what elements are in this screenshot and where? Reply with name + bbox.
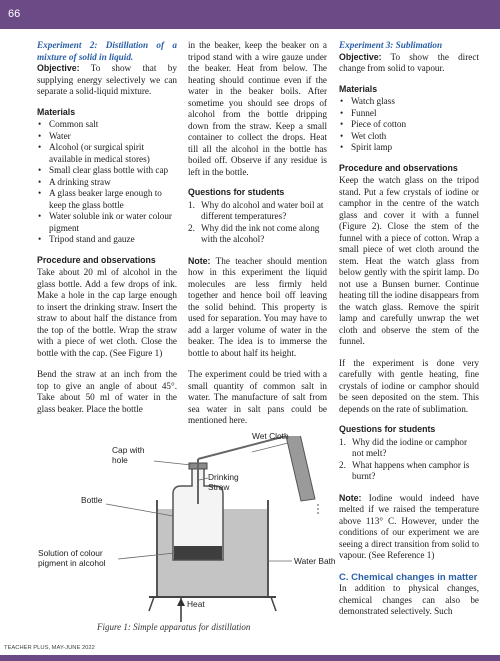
- distillation-apparatus-diagram: [36, 436, 338, 622]
- experiment-3-heading: Experiment 3: Sublimation: [339, 40, 443, 50]
- heat-label: Heat: [187, 599, 205, 609]
- list-item: • Water soluble ink or water colour pigment: [37, 211, 177, 234]
- list-item: • Common salt: [37, 119, 177, 131]
- cap-label: Cap with hole: [112, 445, 145, 465]
- tripod-leg: [271, 597, 276, 611]
- list-item: • Watch glass: [339, 96, 479, 108]
- list-item: • A drinking straw: [37, 177, 177, 189]
- tripod-leg: [149, 597, 154, 611]
- experiment-2-objective: Objective: To show that by supplying energy selectively we can separate a solid-liquid mixture.: [37, 63, 177, 96]
- heat-arrow-head: [177, 598, 185, 606]
- cap-leader: [154, 461, 191, 465]
- wet-cloth-label: Wet Cloth: [252, 431, 289, 441]
- page-footer-bar: [0, 655, 500, 661]
- procedure-paragraph: If the experiment is done very carefully with gentle heating, fine crystals of iodine or camphor should be seen deposited on the stem. This depends on the rate of sublimation.: [339, 357, 479, 414]
- figure-caption: Figure 1: Simple apparatus for distillation: [97, 622, 251, 632]
- materials-heading: Materials: [37, 106, 76, 117]
- materials-list: [37, 119, 177, 246]
- column-3: [339, 40, 479, 618]
- materials-list: [339, 96, 479, 154]
- list-item: 1. Why did the iodine or camphor not melt?: [339, 436, 468, 458]
- procedure-continued: in the beaker, keep the beaker on a tripod stand with a wire gauze under the beaker. Heat from below. The heating should continue even if the water in the beaker boils. After sometime you should see drops of alcohol from the bottle dripping down from the straw. Keep a small container to collect the drops. Heat till all the alcohol in the bottle has boiled off. Observe if any residue is left in the bottle.: [188, 40, 327, 177]
- note-paragraph: Note: Iodine would indeed have melted if we raised the temperature above 113° C. However, under the conditions of our experiment we are seeing a direct transition from solid to vapour. (See Reference 1): [339, 492, 479, 560]
- page-header-bar: [0, 0, 500, 29]
- list-item: • Piece of cotton: [339, 119, 479, 131]
- note-paragraph: Note: The teacher should mention how in this experiment the liquid molecules are less firmly held together and hence boil off leaving the solid behind. This property is used for separation. You may have to add a larger volume of water in the beaker. The idea is to immerse the bottle to about half its height.: [188, 255, 327, 358]
- water-bath-label: Water Bath: [294, 556, 336, 566]
- page-number: 66: [8, 8, 21, 20]
- straw-label: Drinking Straw: [208, 472, 239, 492]
- experiment-3-objective: Objective: To show the direct change from solid to vapour.: [339, 51, 479, 73]
- materials-heading: Materials: [339, 83, 378, 94]
- procedure-paragraph: Keep the watch glass on the tripod stand. Put a few crystals of iodine or camphor in the centre of the watch glass and cover it with a funnel (Figure 2). Close the stem of the funnel with a piece of cotton. Wrap a small piece of wet cloth around the stem. Heat the watch glass from below gently with the spirit lamp. Do not use a Bunsen burner. Continue heating till the iodine disappears from the watch glass. Remove the spirit lamp and carefully unwrap the wet cloth and observe the stem of the funnel.: [339, 175, 479, 346]
- questions-heading: Questions for students: [339, 424, 436, 434]
- column-2: [188, 40, 327, 427]
- list-item: • Water: [37, 131, 177, 143]
- procedure-heading: Procedure and observations: [339, 162, 458, 173]
- section-c-heading: C. Chemical changes in matter: [339, 571, 478, 583]
- list-item: 1. Why do alcohol and water boil at different temperatures?: [188, 199, 324, 221]
- section-c-paragraph: In addition to physical changes, chemical changes can also be demonstrated selectively. Such: [339, 583, 479, 616]
- wet-cloth-shape: [286, 436, 315, 501]
- footer-text: TEACHER PLUS, MAY-JUNE 2022: [4, 645, 95, 651]
- experiment-2-heading: Experiment 2: Distillation of a mixture of solid in liquid.: [37, 40, 177, 62]
- pigment-solution-fill: [174, 546, 222, 560]
- list-item: • Small clear glass bottle with cap: [37, 165, 177, 177]
- list-item: • Alcohol (or surgical spirit available in medical stores): [37, 142, 177, 165]
- questions-list: [339, 437, 479, 483]
- column-1: [37, 40, 177, 415]
- questions-list: [188, 200, 327, 246]
- procedure-paragraph: Bend the straw at an inch from the top to give an angle of about 45°. Take about 50 ml of water in the glass beaker. Place the bottle: [37, 369, 177, 414]
- solution-label: Solution of colour pigment in alcohol: [38, 548, 106, 568]
- list-item: 2. Why did the ink not come along with the alcohol?: [188, 222, 320, 244]
- questions-heading: Questions for students: [188, 187, 285, 197]
- list-item: 2. What happens when camphor is burnt?: [339, 459, 470, 481]
- bottle-label: Bottle: [81, 495, 103, 505]
- procedure-heading: Procedure and observations: [37, 254, 156, 265]
- salt-paragraph: The experiment could be tried with a small quantity of common salt in water. The manufacture of salt from sea water in salt pans could be mentioned here.: [188, 369, 327, 425]
- list-item: • Funnel: [339, 108, 479, 120]
- procedure-paragraph: Take about 20 ml of alcohol in the glass bottle. Add a few drops of ink. Make a hole in the cap large enough to insert the drinking straw. Insert the straw to about half the distance from the top of the bottle. Wrap the straw with a piece of wet cloth. Close the bottle with the cap. (See Figure 1): [37, 267, 177, 358]
- list-item: • Wet cloth: [339, 131, 479, 143]
- list-item: • A glass beaker large enough to keep the glass bottle: [37, 188, 177, 211]
- list-item: • Tripod stand and gauze: [37, 234, 177, 246]
- distillation-figure: [36, 431, 338, 622]
- list-item: • Spirit lamp: [339, 142, 479, 154]
